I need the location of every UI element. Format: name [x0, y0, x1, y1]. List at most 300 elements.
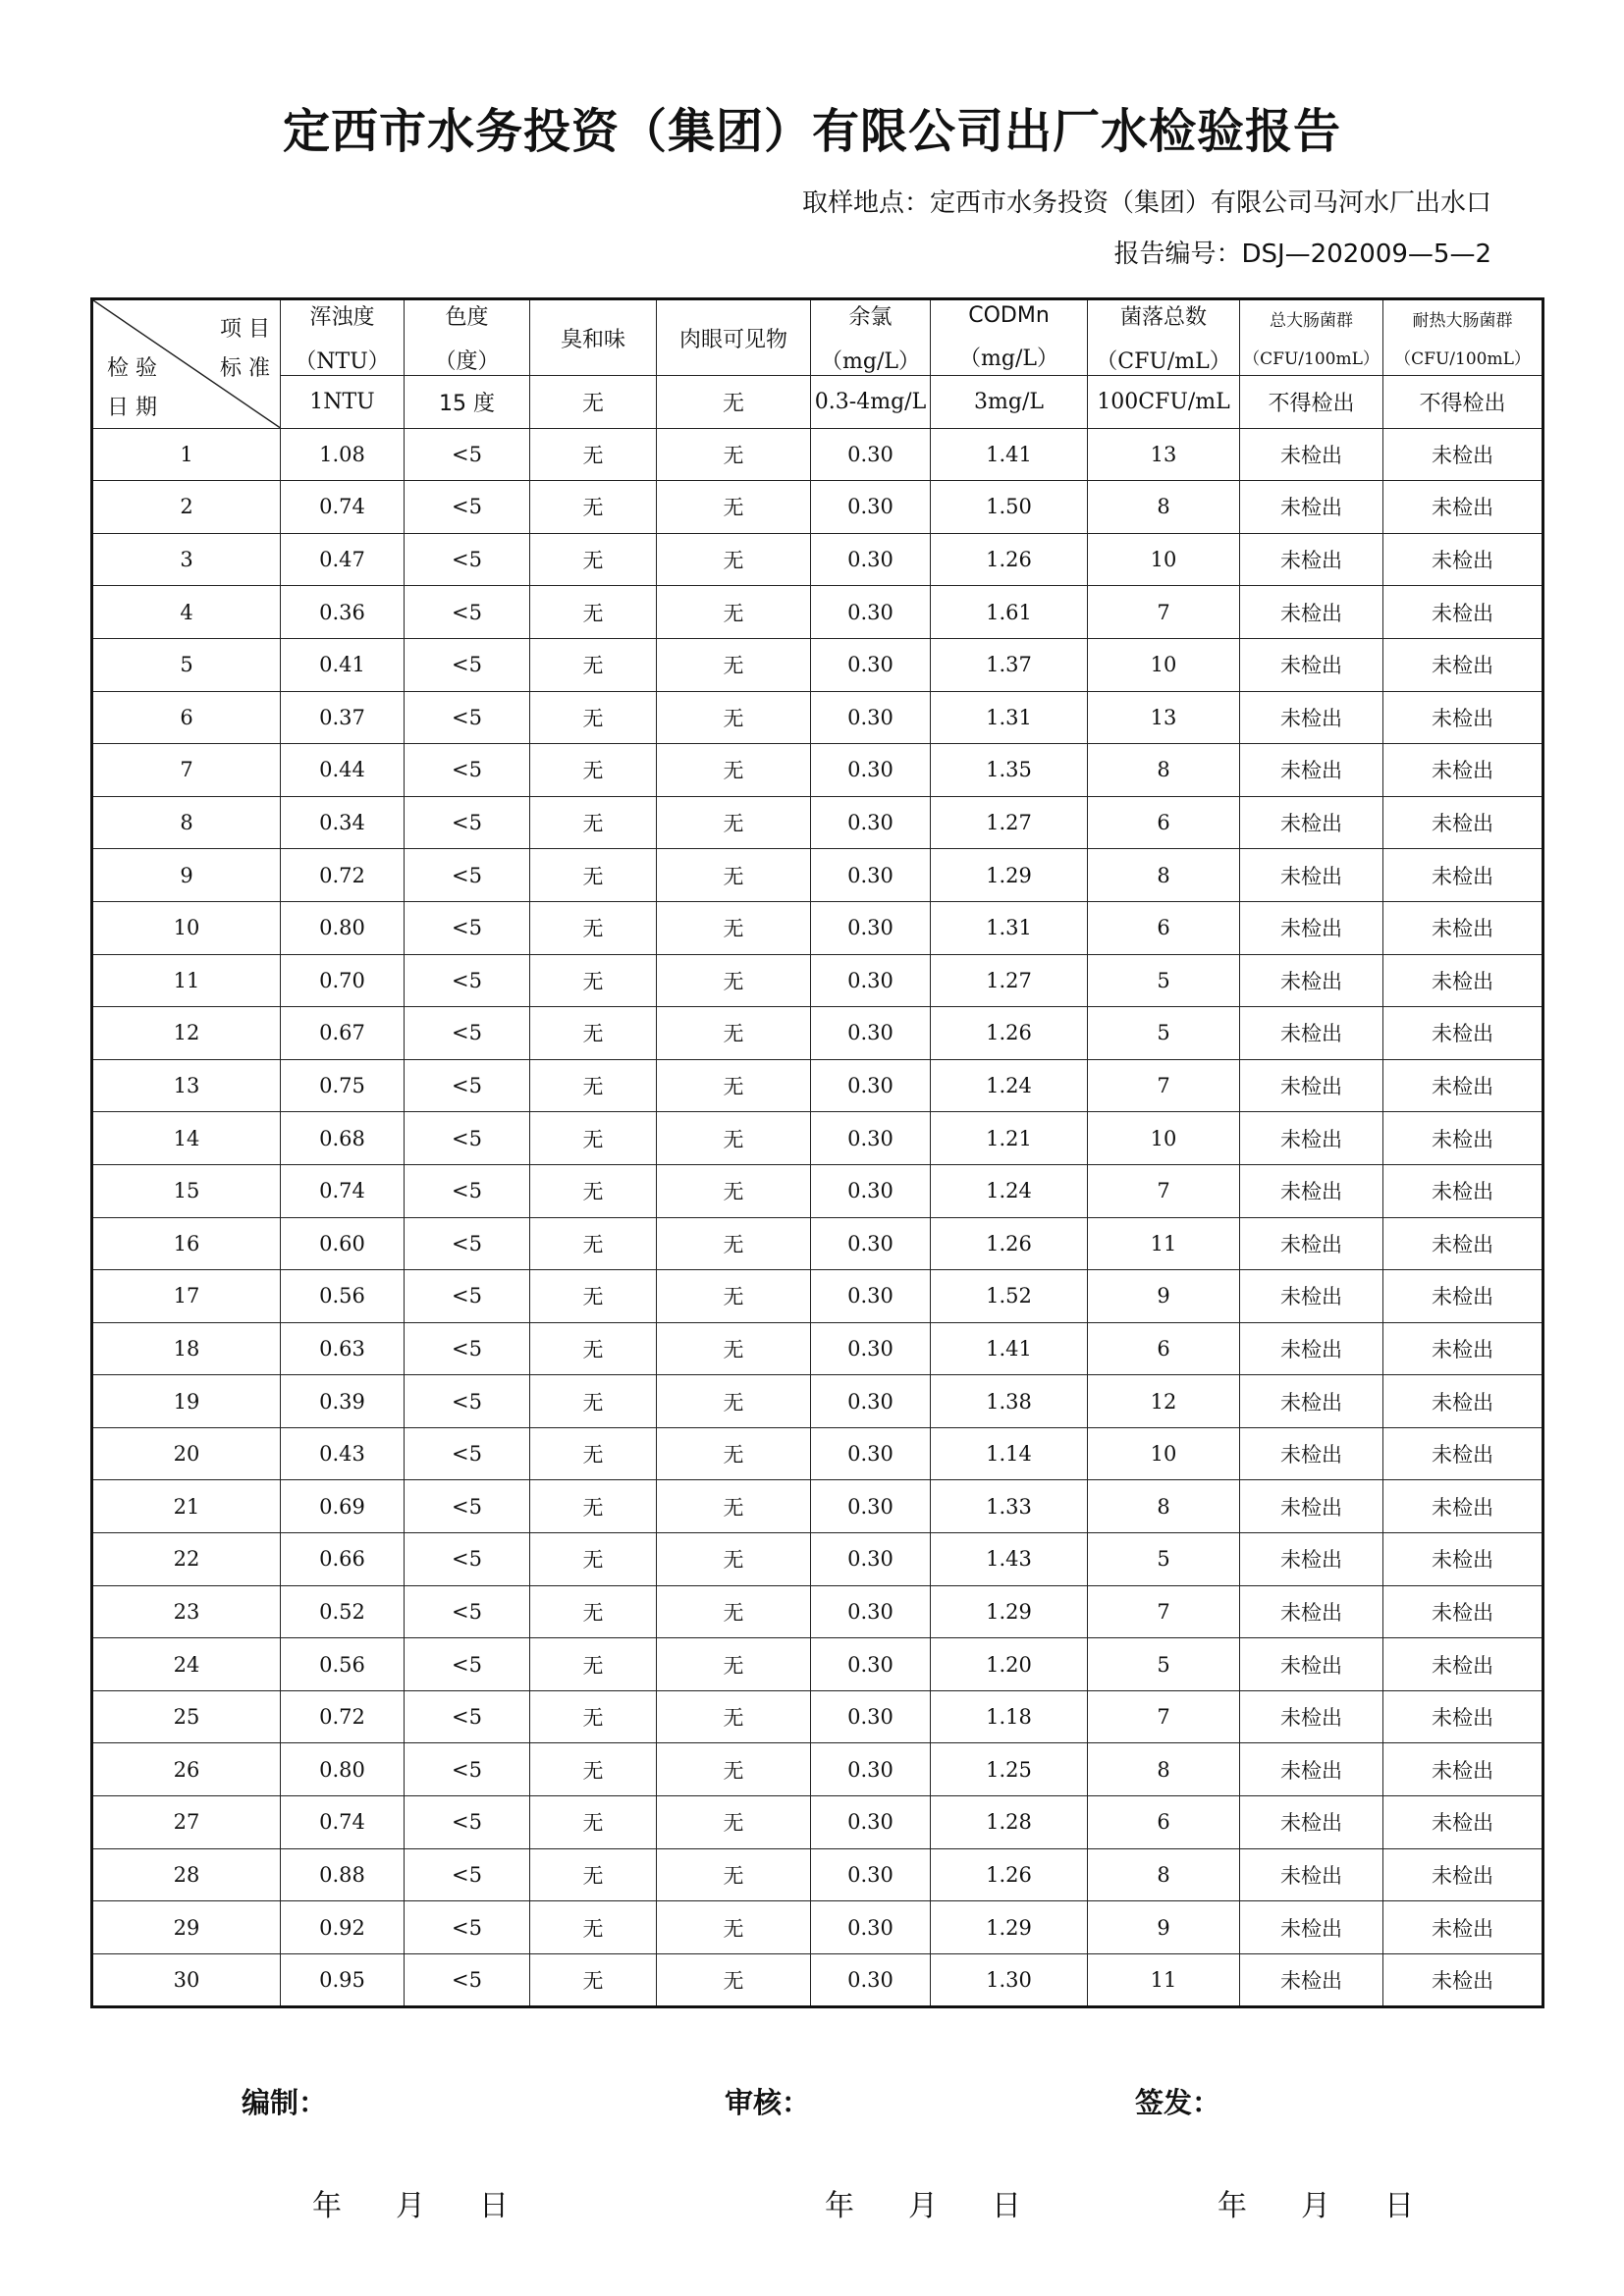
value-cell: 未检出 [1383, 1848, 1543, 1901]
month-label: 月 [396, 2189, 425, 2223]
value-cell: 未检出 [1383, 1112, 1543, 1165]
value-cell: 7 [1088, 1059, 1240, 1112]
day-cell: 9 [92, 849, 281, 902]
value-cell: 0.95 [281, 1953, 405, 2007]
value-cell: 0.30 [811, 1059, 931, 1112]
day-cell: 26 [92, 1743, 281, 1796]
value-cell: 无 [530, 1690, 657, 1743]
value-cell: 0.30 [811, 1901, 931, 1954]
value-cell: 无 [657, 1533, 811, 1586]
value-cell: 0.30 [811, 1217, 931, 1270]
value-cell: 无 [530, 1480, 657, 1533]
value-cell: 未检出 [1383, 1690, 1543, 1743]
table-row [92, 1322, 1543, 1375]
value-cell: 无 [657, 1270, 811, 1323]
value-cell: 未检出 [1383, 481, 1543, 534]
value-cell: 无 [657, 1059, 811, 1112]
value-cell: 0.30 [811, 1164, 931, 1217]
value-cell: 未检出 [1383, 1796, 1543, 1849]
value-cell: 未检出 [1383, 1217, 1543, 1270]
value-cell: 无 [530, 796, 657, 849]
column-name: CODMn [968, 303, 1050, 328]
value-cell: 0.68 [281, 1112, 405, 1165]
value-cell: 0.63 [281, 1322, 405, 1375]
value-cell: 无 [530, 1270, 657, 1323]
value-cell: 5 [1088, 954, 1240, 1007]
value-cell: 无 [530, 1112, 657, 1165]
day-cell: 4 [92, 586, 281, 639]
table-row [92, 1638, 1543, 1691]
value-cell: 未检出 [1383, 954, 1543, 1007]
column-unit: （CFU/100mL） [1243, 349, 1380, 369]
table-row [92, 481, 1543, 534]
value-cell: 未检出 [1383, 638, 1543, 691]
value-cell: 无 [657, 1007, 811, 1060]
value-cell: 1.27 [931, 954, 1088, 1007]
value-cell: 无 [530, 638, 657, 691]
value-cell: 未检出 [1383, 586, 1543, 639]
value-cell: 未检出 [1240, 1427, 1383, 1480]
column-header-7 [1088, 299, 1240, 376]
value-cell: 无 [530, 1796, 657, 1849]
value-cell: 未检出 [1240, 1953, 1383, 2007]
column-header-9 [1383, 299, 1543, 376]
value-cell: 7 [1088, 1690, 1240, 1743]
value-cell: 0.74 [281, 481, 405, 534]
day-label: 日 [992, 2189, 1021, 2223]
value-cell: 1.29 [931, 849, 1088, 902]
day-cell: 13 [92, 1059, 281, 1112]
corner-test-label: 检 验 [107, 356, 157, 381]
value-cell: 无 [530, 1638, 657, 1691]
table-row [92, 1953, 1543, 2007]
value-cell: <5 [405, 1953, 530, 2007]
value-cell: <5 [405, 533, 530, 586]
value-cell: 无 [657, 954, 811, 1007]
value-cell: 无 [657, 796, 811, 849]
value-cell: 12 [1088, 1375, 1240, 1428]
value-cell: 未检出 [1240, 1690, 1383, 1743]
value-cell: 0.30 [811, 691, 931, 744]
value-cell: 1.26 [931, 1848, 1088, 1901]
value-cell: 未检出 [1383, 1270, 1543, 1323]
compiled-date [312, 2181, 509, 2224]
value-cell: 无 [530, 481, 657, 534]
reviewed-date [825, 2181, 1021, 2224]
value-cell: 1.14 [931, 1427, 1088, 1480]
table-row [92, 1059, 1543, 1112]
table-row [92, 428, 1543, 481]
value-cell: 未检出 [1240, 954, 1383, 1007]
value-cell: 8 [1088, 744, 1240, 797]
day-cell: 24 [92, 1638, 281, 1691]
value-cell: 7 [1088, 1164, 1240, 1217]
value-cell: 1.61 [931, 586, 1088, 639]
value-cell: 无 [657, 1112, 811, 1165]
value-cell: 10 [1088, 533, 1240, 586]
value-cell: 0.74 [281, 1796, 405, 1849]
value-cell: 0.30 [811, 1585, 931, 1638]
table-row [92, 796, 1543, 849]
value-cell: 0.30 [811, 533, 931, 586]
column-header-3: 臭和味 [530, 299, 657, 376]
value-cell: <5 [405, 691, 530, 744]
value-cell: 无 [657, 1796, 811, 1849]
value-cell: 未检出 [1383, 1585, 1543, 1638]
value-cell: 1.21 [931, 1112, 1088, 1165]
report-number: 报告编号：DSJ—202009—5—2 [1113, 240, 1491, 269]
value-cell: 0.56 [281, 1270, 405, 1323]
value-cell: 未检出 [1240, 638, 1383, 691]
month-label: 月 [908, 2189, 938, 2223]
value-cell: 0.30 [811, 1270, 931, 1323]
value-cell: 未检出 [1240, 1112, 1383, 1165]
day-cell: 3 [92, 533, 281, 586]
report-title: 定西市水务投资（集团）有限公司出厂水检验报告 [282, 104, 1341, 159]
value-cell: 0.92 [281, 1901, 405, 1954]
value-cell: 1.41 [931, 428, 1088, 481]
value-cell: 0.67 [281, 1007, 405, 1060]
value-cell: 13 [1088, 428, 1240, 481]
value-cell: 1.29 [931, 1901, 1088, 1954]
value-cell: 1.50 [931, 481, 1088, 534]
value-cell: 0.30 [811, 1953, 931, 2007]
value-cell: <5 [405, 1585, 530, 1638]
value-cell: 无 [657, 901, 811, 954]
value-cell: 6 [1088, 1322, 1240, 1375]
day-cell: 11 [92, 954, 281, 1007]
value-cell: 1.52 [931, 1270, 1088, 1323]
value-cell: 无 [657, 428, 811, 481]
value-cell: <5 [405, 849, 530, 902]
value-cell: 0.39 [281, 1375, 405, 1428]
value-cell: 9 [1088, 1901, 1240, 1954]
column-header-8 [1240, 299, 1383, 376]
value-cell: 13 [1088, 691, 1240, 744]
value-cell: 无 [657, 1953, 811, 2007]
value-cell: 无 [530, 1217, 657, 1270]
value-cell: 无 [657, 586, 811, 639]
value-cell: 未检出 [1240, 849, 1383, 902]
column-header-6 [931, 299, 1088, 376]
value-cell: 未检出 [1383, 1322, 1543, 1375]
column-unit: （度） [434, 349, 500, 374]
value-cell: 未检出 [1383, 901, 1543, 954]
value-cell: 1.26 [931, 533, 1088, 586]
value-cell: 未检出 [1240, 744, 1383, 797]
day-cell: 27 [92, 1796, 281, 1849]
value-cell: 未检出 [1383, 533, 1543, 586]
value-cell: 无 [657, 849, 811, 902]
value-cell: 无 [657, 1375, 811, 1428]
value-cell: 10 [1088, 1427, 1240, 1480]
value-cell: 7 [1088, 586, 1240, 639]
value-cell: 11 [1088, 1217, 1240, 1270]
value-cell: 无 [530, 1322, 657, 1375]
value-cell: <5 [405, 1164, 530, 1217]
value-cell: 无 [530, 1007, 657, 1060]
value-cell: 无 [530, 744, 657, 797]
value-cell: 未检出 [1240, 1848, 1383, 1901]
value-cell: 0.30 [811, 744, 931, 797]
value-cell: 未检出 [1383, 1953, 1543, 2007]
value-cell: <5 [405, 1007, 530, 1060]
value-cell: 未检出 [1240, 1217, 1383, 1270]
column-name: 菌落总数 [1119, 305, 1207, 330]
day-cell: 18 [92, 1322, 281, 1375]
value-cell: 无 [657, 533, 811, 586]
value-cell: 1.31 [931, 691, 1088, 744]
value-cell: <5 [405, 954, 530, 1007]
value-cell: 无 [530, 1848, 657, 1901]
value-cell: 1.24 [931, 1164, 1088, 1217]
value-cell: 1.20 [931, 1638, 1088, 1691]
value-cell: 未检出 [1240, 691, 1383, 744]
header-row-names [92, 299, 1543, 376]
value-cell: 0.88 [281, 1848, 405, 1901]
value-cell: 0.30 [811, 1533, 931, 1586]
value-cell: 未检出 [1383, 744, 1543, 797]
value-cell: 无 [657, 1427, 811, 1480]
year-label: 年 [825, 2189, 854, 2223]
day-cell: 15 [92, 1164, 281, 1217]
value-cell: <5 [405, 1270, 530, 1323]
month-label: 月 [1301, 2189, 1330, 2223]
value-cell: 无 [530, 1533, 657, 1586]
value-cell: <5 [405, 1796, 530, 1849]
value-cell: 0.72 [281, 1690, 405, 1743]
value-cell: 未检出 [1383, 1480, 1543, 1533]
value-cell: 未检出 [1383, 1007, 1543, 1060]
value-cell: 9 [1088, 1270, 1240, 1323]
value-cell: 未检出 [1383, 428, 1543, 481]
value-cell: 0.75 [281, 1059, 405, 1112]
value-cell: 1.27 [931, 796, 1088, 849]
value-cell: 未检出 [1383, 1638, 1543, 1691]
value-cell: 0.30 [811, 428, 931, 481]
value-cell: 0.52 [281, 1585, 405, 1638]
value-cell: <5 [405, 1638, 530, 1691]
value-cell: <5 [405, 1690, 530, 1743]
value-cell: 无 [530, 1743, 657, 1796]
value-cell: 8 [1088, 481, 1240, 534]
value-cell: 未检出 [1383, 691, 1543, 744]
value-cell: 无 [657, 638, 811, 691]
value-cell: 无 [530, 691, 657, 744]
table-row [92, 1585, 1543, 1638]
column-name: 余氯 [848, 305, 893, 330]
day-cell: 6 [92, 691, 281, 744]
value-cell: 未检出 [1240, 1901, 1383, 1954]
day-cell: 16 [92, 1217, 281, 1270]
value-cell: 1.28 [931, 1796, 1088, 1849]
value-cell: <5 [405, 1480, 530, 1533]
table-row [92, 744, 1543, 797]
value-cell: 1.25 [931, 1743, 1088, 1796]
table-row [92, 1533, 1543, 1586]
table-row [92, 1217, 1543, 1270]
value-cell: 6 [1088, 1796, 1240, 1849]
value-cell: 8 [1088, 849, 1240, 902]
day-cell: 29 [92, 1901, 281, 1954]
value-cell: <5 [405, 1427, 530, 1480]
column-unit: （NTU） [295, 349, 390, 374]
column-name: 总大肠菌群 [1270, 311, 1353, 331]
table-row [92, 1427, 1543, 1480]
value-cell: 1.26 [931, 1007, 1088, 1060]
value-cell: 1.30 [931, 1953, 1088, 2007]
corner-item-label: 项 目 [220, 317, 270, 342]
value-cell: 0.70 [281, 954, 405, 1007]
value-cell: 未检出 [1240, 428, 1383, 481]
day-cell: 17 [92, 1270, 281, 1323]
value-cell: 0.30 [811, 1796, 931, 1849]
value-cell: 1.35 [931, 744, 1088, 797]
value-cell: 0.30 [811, 638, 931, 691]
value-cell: 无 [530, 954, 657, 1007]
table-row [92, 1848, 1543, 1901]
value-cell: 0.69 [281, 1480, 405, 1533]
value-cell: 0.30 [811, 1480, 931, 1533]
column-name: 耐热大肠菌群 [1412, 311, 1513, 331]
value-cell: 未检出 [1383, 1164, 1543, 1217]
value-cell: <5 [405, 428, 530, 481]
value-cell: 未检出 [1240, 1007, 1383, 1060]
value-cell: 7 [1088, 1585, 1240, 1638]
year-label: 年 [312, 2189, 342, 2223]
value-cell: <5 [405, 901, 530, 954]
value-cell: 1.18 [931, 1690, 1088, 1743]
value-cell: 无 [657, 1848, 811, 1901]
value-cell: 8 [1088, 1480, 1240, 1533]
value-cell: 1.29 [931, 1585, 1088, 1638]
value-cell: <5 [405, 638, 530, 691]
table-row [92, 586, 1543, 639]
day-cell: 10 [92, 901, 281, 954]
value-cell: 未检出 [1383, 796, 1543, 849]
table-row [92, 1480, 1543, 1533]
column-unit: （CFU/mL） [1096, 349, 1231, 374]
table-row [92, 954, 1543, 1007]
value-cell: 未检出 [1383, 1533, 1543, 1586]
column-standard-9: 不得检出 [1383, 376, 1543, 429]
column-standard-5: 0.3-4mg/L [811, 376, 931, 429]
table-row [92, 691, 1543, 744]
value-cell: <5 [405, 481, 530, 534]
column-unit: （CFU/100mL） [1394, 349, 1531, 369]
value-cell: 无 [530, 849, 657, 902]
value-cell: 1.38 [931, 1375, 1088, 1428]
value-cell: 无 [657, 744, 811, 797]
value-cell: 无 [657, 1480, 811, 1533]
value-cell: <5 [405, 1848, 530, 1901]
table-row [92, 901, 1543, 954]
value-cell: 8 [1088, 1743, 1240, 1796]
table-row [92, 1901, 1543, 1954]
column-header-5 [811, 299, 931, 376]
value-cell: 未检出 [1240, 586, 1383, 639]
column-standard-8: 不得检出 [1240, 376, 1383, 429]
value-cell: 6 [1088, 901, 1240, 954]
value-cell: 0.80 [281, 1743, 405, 1796]
value-cell: 无 [530, 1164, 657, 1217]
value-cell: 无 [530, 901, 657, 954]
value-cell: 0.72 [281, 849, 405, 902]
value-cell: 0.30 [811, 901, 931, 954]
inspection-table [90, 297, 1544, 2008]
value-cell: 未检出 [1240, 1164, 1383, 1217]
value-cell: 6 [1088, 796, 1240, 849]
table-row [92, 533, 1543, 586]
value-cell: 无 [530, 586, 657, 639]
value-cell: 无 [530, 1585, 657, 1638]
value-cell: 未检出 [1240, 901, 1383, 954]
value-cell: 1.37 [931, 638, 1088, 691]
value-cell: 未检出 [1383, 1901, 1543, 1954]
value-cell: 0.80 [281, 901, 405, 954]
value-cell: 0.30 [811, 1743, 931, 1796]
value-cell: 0.30 [811, 1375, 931, 1428]
day-cell: 22 [92, 1533, 281, 1586]
value-cell: 5 [1088, 1533, 1240, 1586]
value-cell: 0.30 [811, 954, 931, 1007]
day-cell: 5 [92, 638, 281, 691]
value-cell: 11 [1088, 1953, 1240, 2007]
day-cell: 7 [92, 744, 281, 797]
value-cell: <5 [405, 586, 530, 639]
table-row [92, 1690, 1543, 1743]
value-cell: 0.30 [811, 1638, 931, 1691]
column-header-1 [281, 299, 405, 376]
value-cell: 未检出 [1240, 1375, 1383, 1428]
column-standard-7: 100CFU/mL [1088, 376, 1240, 429]
value-cell: 0.66 [281, 1533, 405, 1586]
column-standard-1: 1NTU [281, 376, 405, 429]
day-cell: 21 [92, 1480, 281, 1533]
issued-date [1218, 2181, 1414, 2224]
value-cell: 0.30 [811, 849, 931, 902]
value-cell: <5 [405, 1901, 530, 1954]
table-row [92, 1743, 1543, 1796]
value-cell: 无 [530, 1375, 657, 1428]
value-cell: 无 [657, 1638, 811, 1691]
table-row [92, 1112, 1543, 1165]
day-cell: 30 [92, 1953, 281, 2007]
day-label: 日 [479, 2189, 509, 2223]
value-cell: 0.37 [281, 691, 405, 744]
value-cell: 10 [1088, 638, 1240, 691]
value-cell: 0.30 [811, 586, 931, 639]
value-cell: 无 [657, 1322, 811, 1375]
value-cell: 0.36 [281, 586, 405, 639]
day-cell: 12 [92, 1007, 281, 1060]
value-cell: 未检出 [1383, 849, 1543, 902]
value-cell: 无 [530, 428, 657, 481]
value-cell: 1.26 [931, 1217, 1088, 1270]
day-cell: 19 [92, 1375, 281, 1428]
value-cell: 0.30 [811, 796, 931, 849]
value-cell: 未检出 [1383, 1743, 1543, 1796]
value-cell: 未检出 [1240, 1059, 1383, 1112]
value-cell: 10 [1088, 1112, 1240, 1165]
column-standard-2: 15 度 [405, 376, 530, 429]
value-cell: 未检出 [1383, 1059, 1543, 1112]
value-cell: 0.60 [281, 1217, 405, 1270]
column-header-4: 肉眼可见物 [657, 299, 811, 376]
value-cell: 无 [657, 1690, 811, 1743]
value-cell: 未检出 [1240, 1533, 1383, 1586]
value-cell: 无 [657, 481, 811, 534]
